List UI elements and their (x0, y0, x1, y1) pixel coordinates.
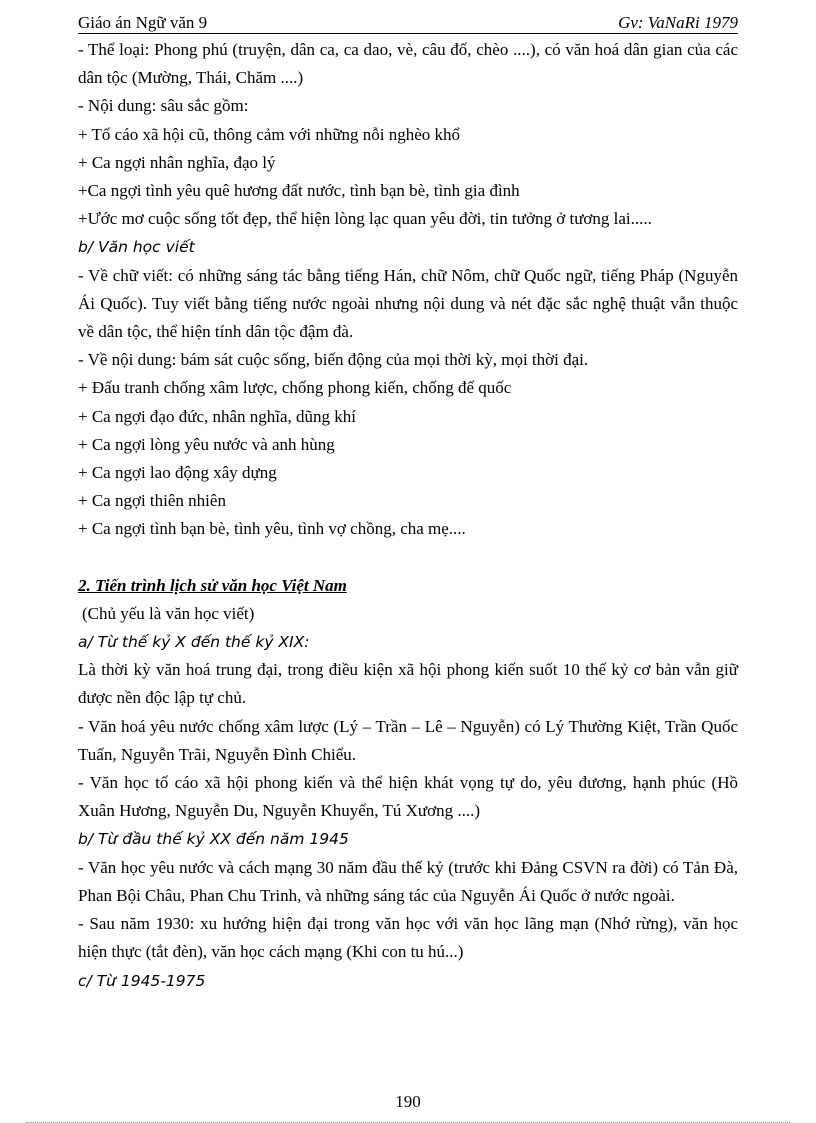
page-body (78, 36, 738, 995)
bullet-item: + Ca ngợi nhân nghĩa, đạo lý (78, 152, 276, 172)
bullet-item: + Ca ngợi thiên nhiên (78, 491, 226, 511)
paragraph: - Văn hoá yêu nước chống xâm lược (Lý – Trần – Lê – Nguyễn) có Lý Thường Kiệt, Trần Quốc Tuấn, Nguyễn Trãi, Nguyễn Đình Chiểu. (78, 716, 738, 764)
subheading: a/ Từ thế kỷ X đến thế kỷ XIX: (78, 633, 310, 652)
paragraph: - Văn học yêu nước và cách mạng 30 năm đầu thế kỷ (trước khi Đảng CSVN ra đời) có Tản Đà, Phan Bội Châu, Phan Chu Trinh, và những sáng tác của Nguyễn Ái Quốc ở nước ngoài. (78, 857, 738, 905)
header-author: Gv: VaNaRi 1979 (618, 13, 738, 32)
subheading: b/ Từ đầu thế kỷ XX đến năm 1945 (78, 830, 349, 849)
bullet-item: + Ca ngợi lao động xây dựng (78, 463, 277, 483)
paragraph: Là thời kỳ văn hoá trung đại, trong điều kiện xã hội phong kiến suốt 10 thế kỷ cơ bản vẫn giữ được nền độc lập tự chủ. (78, 660, 738, 708)
page-number: 190 (395, 1092, 421, 1111)
subheading: b/ Văn học viết (78, 238, 195, 257)
bullet-item: + Đấu tranh chống xâm lược, chống phong kiến, chống đế quốc (78, 378, 512, 398)
bullet-item: + Ca ngợi lòng yêu nước và anh hùng (78, 434, 335, 454)
paragraph: (Chủ yếu là văn học viết) (82, 603, 255, 623)
header-divider (78, 33, 738, 34)
page-header (78, 12, 738, 34)
bullet-item: + Tố cáo xã hội cũ, thông cảm với những nỗi nghèo khổ (78, 124, 461, 144)
bullet-item: +Ước mơ cuộc sống tốt đẹp, thể hiện lòng lạc quan yêu đời, tin tưởng ở tương lai..... (78, 209, 652, 229)
paragraph: - Về nội dung: bám sát cuộc sống, biến động của mọi thời kỳ, mọi thời đại. (78, 350, 589, 370)
paragraph: - Sau năm 1930: xu hướng hiện đại trong văn học với văn học lãng mạn (Nhớ rừng), văn học hiện thực (tắt đèn), văn học cách mạng (Khi con tu hú...) (78, 914, 738, 962)
paragraph: - Thể loại: Phong phú (truyện, dân ca, ca dao, vè, câu đố, chèo ....), có văn hoá dân gian của các dân tộc (Mường, Thái, Chăm ....) (78, 40, 738, 88)
paragraph: - Nội dung: sâu sắc gồm: (78, 96, 249, 116)
spacer (78, 544, 738, 572)
header-title: Giáo án Ngữ văn 9 (78, 13, 208, 32)
paragraph: - Về chữ viết: có những sáng tác bằng tiếng Hán, chữ Nôm, chữ Quốc ngữ, tiếng Pháp (Nguyễn Ái Quốc). Tuy viết bằng tiếng nước ngoài nhưng nội dung và nét đặc sắc nghệ thuật vẫn thuộc về dân tộc, thể hiện tính dân tộc đậm đà. (78, 265, 738, 342)
subheading: c/ Từ 1945-1975 (78, 971, 206, 990)
bullet-item: + Ca ngợi tình bạn bè, tình yêu, tình vợ chồng, cha mẹ.... (78, 519, 466, 539)
paragraph: - Văn học tố cáo xã hội phong kiến và thể hiện khát vọng tự do, yêu đương, hạnh phúc (Hồ Xuân Hương, Nguyễn Du, Nguyễn Khuyến, Tú Xương ....) (78, 773, 738, 821)
section-heading: 2. Tiến trình lịch sử văn học Việt Nam (78, 575, 347, 595)
bullet-item: + Ca ngợi đạo đức, nhân nghĩa, dũng khí (78, 406, 357, 426)
bullet-item: +Ca ngợi tình yêu quê hương đất nước, tình bạn bè, tình gia đình (78, 181, 520, 201)
